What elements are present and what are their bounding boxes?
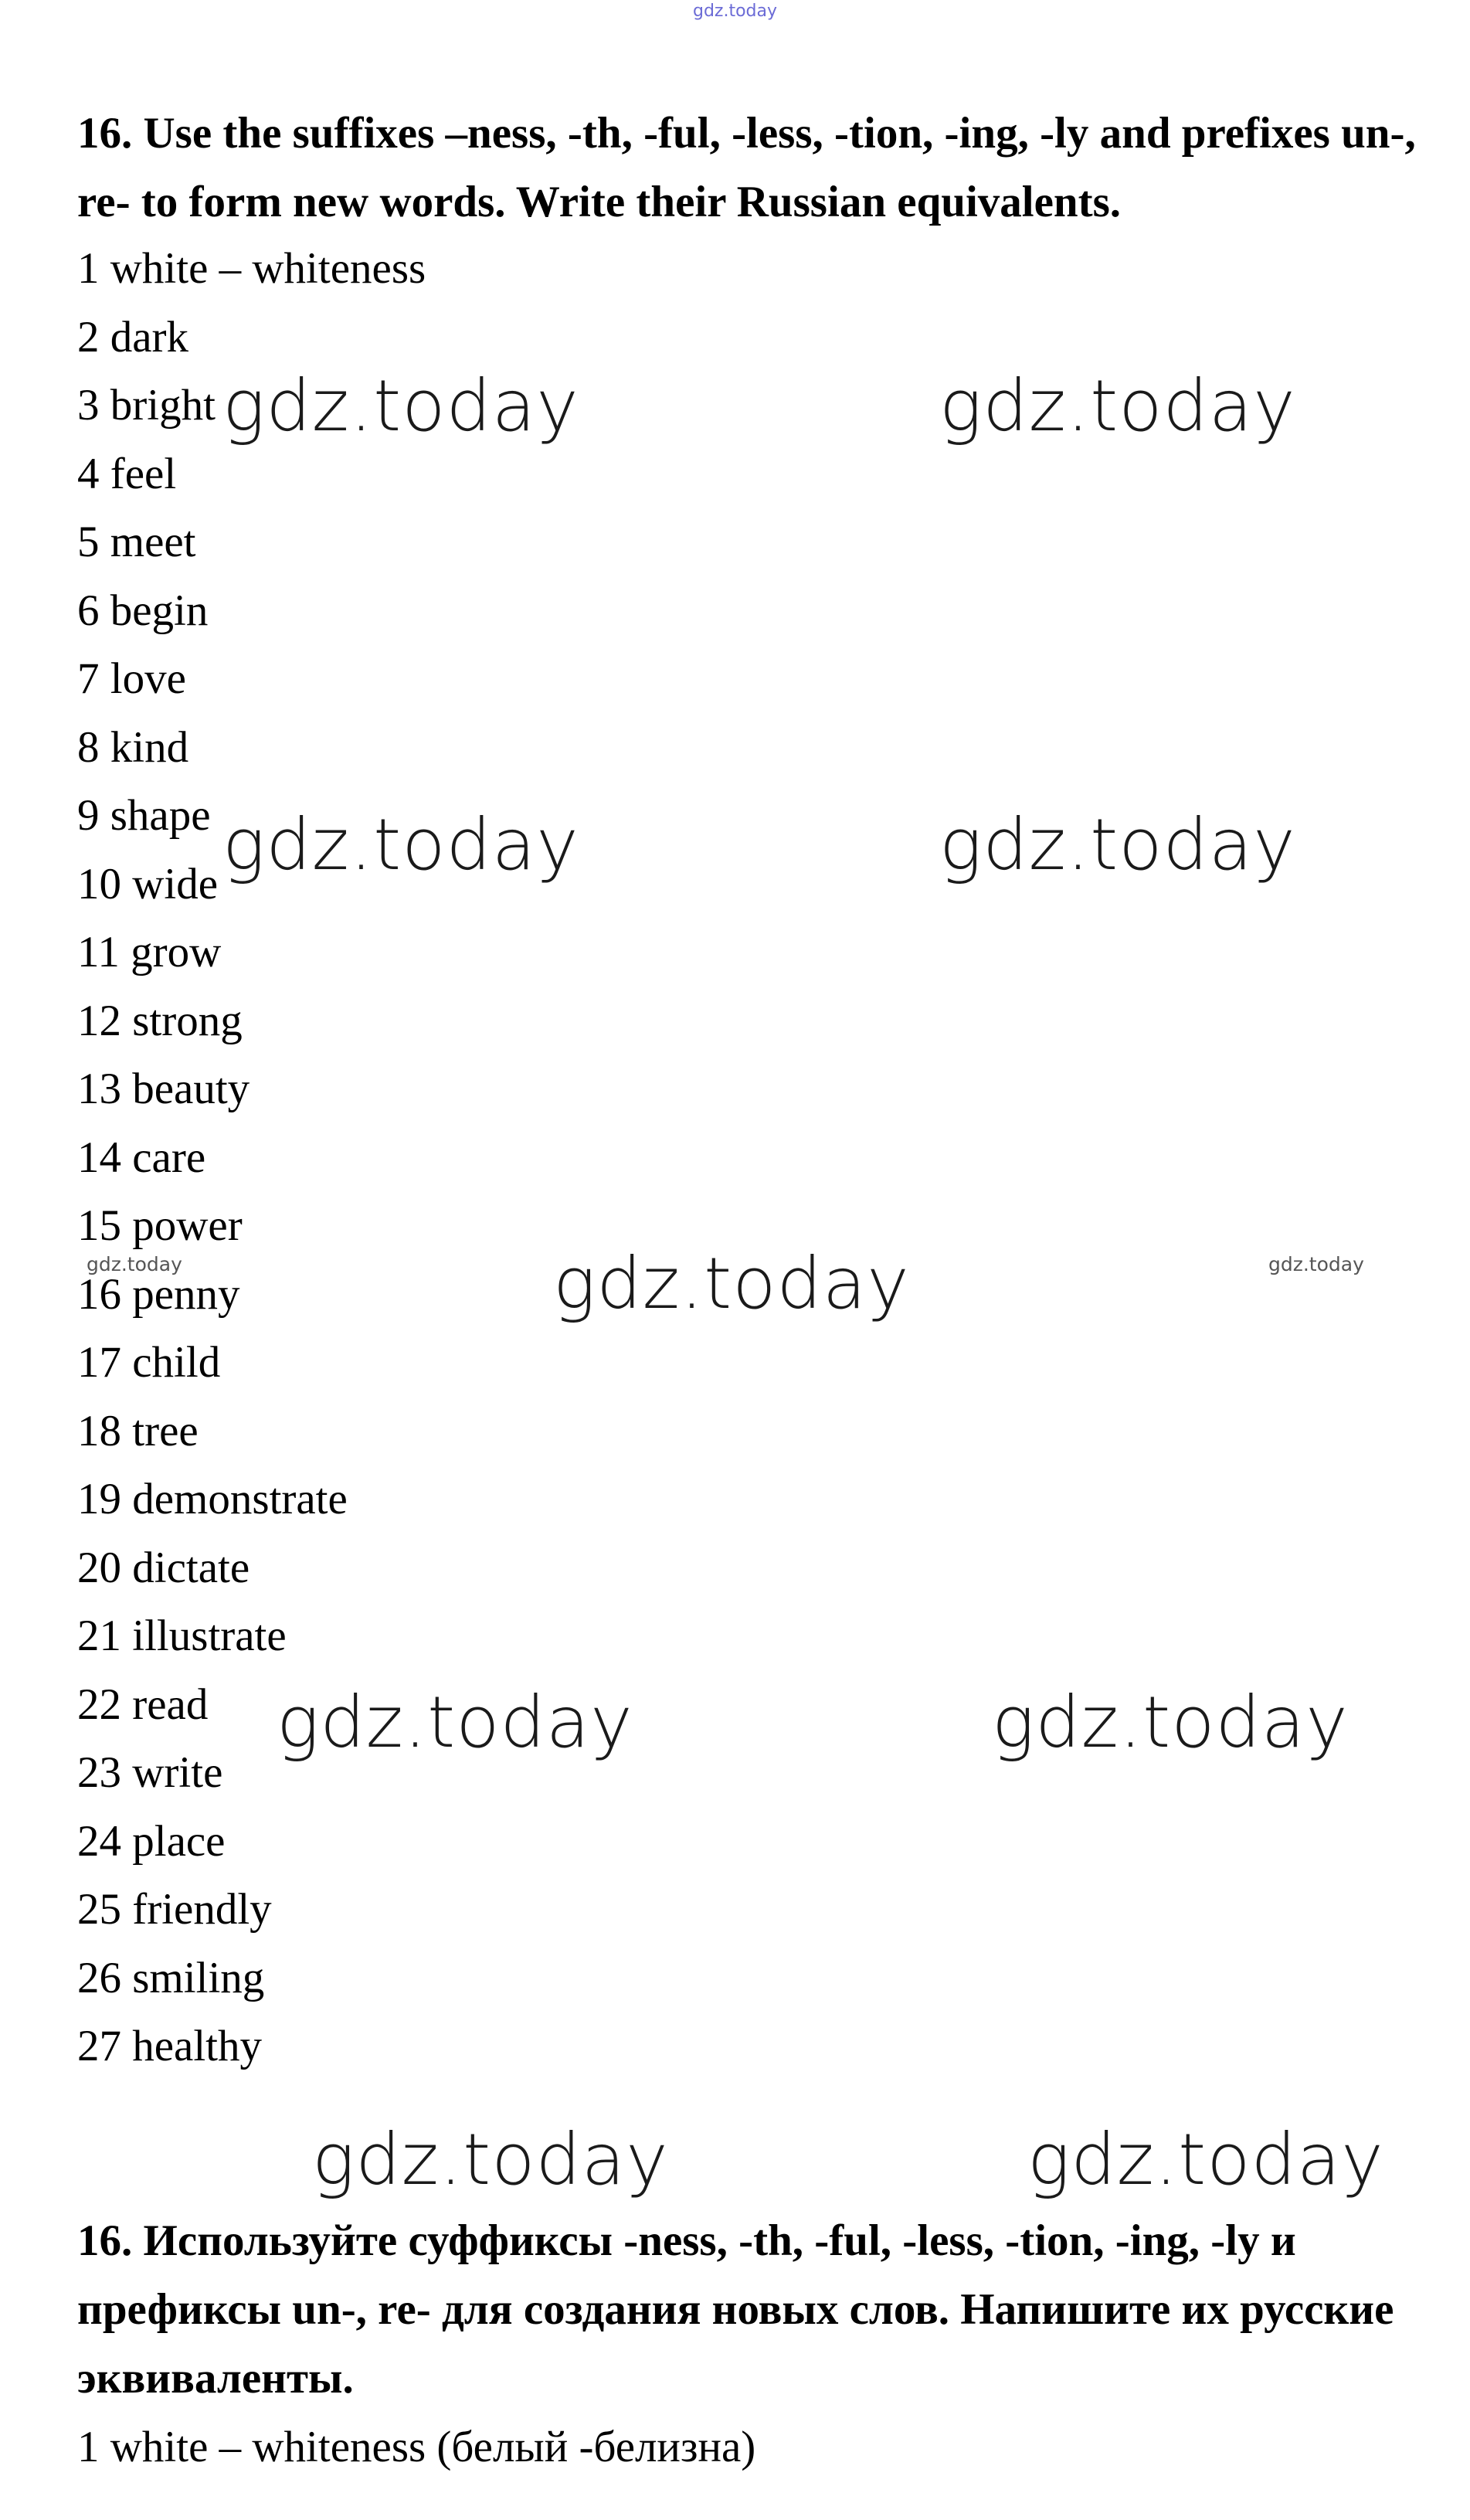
list-item: 11 grow xyxy=(77,928,222,976)
list-item: 21 illustrate xyxy=(77,1612,287,1660)
list-item: 5 meet xyxy=(77,518,196,566)
list-item: 25 friendly xyxy=(77,1885,272,1934)
list-item: 6 begin xyxy=(77,586,209,635)
list-item: 7 love xyxy=(77,654,186,703)
answer-line: 1 white – whiteness (белый -белизна) xyxy=(77,2423,756,2471)
list-item: 15 power xyxy=(77,1201,243,1250)
watermark: gdz.today xyxy=(1027,2118,1384,2201)
watermark: gdz.today xyxy=(939,365,1296,447)
list-item: 4 feel xyxy=(77,449,177,498)
list-item: 8 kind xyxy=(77,722,189,772)
list-item: 14 care xyxy=(77,1133,206,1182)
watermark: gdz.today xyxy=(222,803,579,886)
watermark-small: gdz.today xyxy=(1268,1253,1364,1275)
watermark: gdz.today xyxy=(553,1242,910,1325)
list-item: 10 wide xyxy=(77,859,219,908)
header-watermark: gdz.today xyxy=(692,2,778,21)
watermark-small: gdz.today xyxy=(87,1253,182,1275)
list-item: 3 bright xyxy=(77,381,216,430)
list-item: 27 healthy xyxy=(77,2022,263,2070)
watermark: gdz.today xyxy=(312,2118,669,2201)
exercise-heading-russian: 16. Используйте суффиксы -ness, -th, -ful, -less, -tion, -ing, -ly и префиксы un-, re- для создания новых слов. Напишите их русские эквиваленты. xyxy=(77,2216,1394,2403)
list-item: 1 white – whiteness xyxy=(77,244,426,293)
list-item: 22 read xyxy=(77,1679,209,1729)
list-item: 26 smiling xyxy=(77,1953,265,2002)
list-item: 17 child xyxy=(77,1338,221,1387)
watermark: gdz.today xyxy=(939,803,1296,886)
watermark: gdz.today xyxy=(277,1681,633,1764)
list-item: 24 place xyxy=(77,1816,226,1866)
list-item: 2 dark xyxy=(77,312,189,362)
list-item: 19 demonstrate xyxy=(77,1475,348,1523)
list-item: 18 tree xyxy=(77,1406,199,1455)
exercise-heading-english: 16. Use the suffixes –ness, -th, -ful, -less, -tion, -ing, -ly and prefixes un-, re- to form new words. Write their Russian equivalents. xyxy=(77,109,1416,226)
list-item: 23 write xyxy=(77,1748,223,1797)
list-item: 20 dictate xyxy=(77,1543,250,1592)
list-item: 12 strong xyxy=(77,996,243,1045)
list-item: 16 penny xyxy=(77,1269,240,1319)
watermark: gdz.today xyxy=(992,1681,1349,1764)
watermark: gdz.today xyxy=(222,365,579,447)
list-item: 13 beauty xyxy=(77,1065,250,1113)
list-item: 9 shape xyxy=(77,791,211,840)
word-list xyxy=(77,235,426,2081)
